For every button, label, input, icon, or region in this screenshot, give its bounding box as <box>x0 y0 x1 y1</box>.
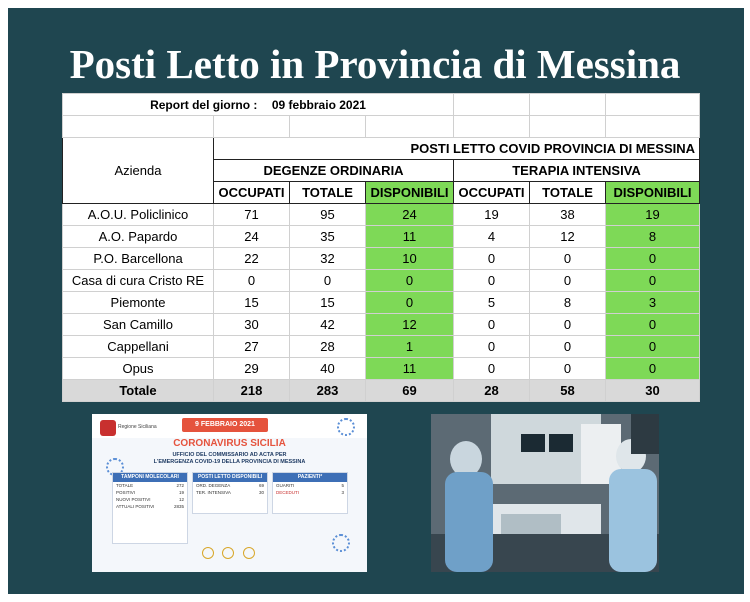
box-title: PAZIENTI* <box>273 473 347 482</box>
table-cell: 4 <box>454 226 530 248</box>
azienda-name: San Camillo <box>63 314 214 336</box>
bulletin-subtitle-line: UFFICIO DEL COMMISSARIO AD ACTA PER <box>172 452 287 458</box>
table-cell: 0 <box>454 270 530 292</box>
table-row <box>63 358 700 380</box>
table-cell: 35 <box>290 226 366 248</box>
column-header: OCCUPATI <box>214 182 290 204</box>
table-cell: 0 <box>606 358 700 380</box>
box-title: POSTI LETTO DISPONIBILI <box>193 473 267 482</box>
region-logo-icon <box>100 420 116 436</box>
report-label: Report del giorno : <box>150 98 258 112</box>
table-cell: 0 <box>454 336 530 358</box>
table-cell: 11 <box>366 358 454 380</box>
table-row <box>63 248 700 270</box>
mask-icons <box>202 546 255 564</box>
table-cell: 15 <box>214 292 290 314</box>
table-cell: 0 <box>454 358 530 380</box>
azienda-name: Piemonte <box>63 292 214 314</box>
table-cell: 0 <box>530 314 606 336</box>
table-cell: 0 <box>530 270 606 292</box>
group-header: POSTI LETTO COVID PROVINCIA DI MESSINA <box>214 138 700 160</box>
table-cell: 0 <box>606 336 700 358</box>
column-header: DISPONIBILI <box>366 182 454 204</box>
ordinaria-header: DEGENZE ORDINARIA <box>214 160 454 182</box>
table-cell: 11 <box>366 226 454 248</box>
table-cell: 30 <box>606 380 700 402</box>
table-cell: 29 <box>214 358 290 380</box>
table-cell: 19 <box>454 204 530 226</box>
table-cell: 3 <box>606 292 700 314</box>
table-cell: 24 <box>366 204 454 226</box>
virus-icon <box>332 534 350 552</box>
table-body <box>63 204 700 380</box>
table-cell: 8 <box>530 292 606 314</box>
table-cell: 0 <box>290 270 366 292</box>
azienda-name: Cappellani <box>63 336 214 358</box>
table-cell: 12 <box>366 314 454 336</box>
bulletin-subtitle <box>92 452 367 466</box>
table-cell: 12 <box>530 226 606 248</box>
column-header: OCCUPATI <box>454 182 530 204</box>
column-header: TOTALE <box>290 182 366 204</box>
table-row <box>63 336 700 358</box>
azienda-name: Opus <box>63 358 214 380</box>
table-cell: 15 <box>290 292 366 314</box>
table-row <box>63 270 700 292</box>
table-row <box>63 226 700 248</box>
table-row <box>63 204 700 226</box>
table-cell: 38 <box>530 204 606 226</box>
icu-photo <box>431 414 659 572</box>
table-cell: 0 <box>454 248 530 270</box>
virus-icon <box>337 418 355 436</box>
bulletin-title: CORONAVIRUS SICILIA <box>173 438 286 449</box>
icu-photo-illustration <box>431 414 659 572</box>
box-title: TAMPONI MOLECOLARI <box>113 473 187 482</box>
beds-table <box>62 93 700 402</box>
report-date-cell <box>63 94 454 116</box>
beds-report-sheet <box>62 93 699 398</box>
table-cell: 0 <box>530 358 606 380</box>
table-row <box>63 314 700 336</box>
intensiva-header: TERAPIA INTENSIVA <box>454 160 700 182</box>
table-cell: 28 <box>290 336 366 358</box>
table-cell: 22 <box>214 248 290 270</box>
table-cell: 30 <box>214 314 290 336</box>
table-cell: 218 <box>214 380 290 402</box>
total-label: Totale <box>63 380 214 402</box>
azienda-name: A.O. Papardo <box>63 226 214 248</box>
table-row <box>63 292 700 314</box>
table-cell: 10 <box>366 248 454 270</box>
bulletin-infographic <box>92 414 367 572</box>
tamponi-box: TAMPONI MOLECOLARI TOTALE 272 POSITIVI 19 NUOVI POSITIVI 12 ATTUALI POSITIVI 2835 <box>112 472 188 544</box>
table-cell: 27 <box>214 336 290 358</box>
pazienti-box: PAZIENTI* GUARITI 5 DECEDUTI 3 <box>272 472 348 514</box>
table-cell: 0 <box>606 270 700 292</box>
column-header: TOTALE <box>530 182 606 204</box>
table-cell: 69 <box>366 380 454 402</box>
table-cell: 42 <box>290 314 366 336</box>
table-cell: 1 <box>366 336 454 358</box>
bulletin-date: 9 FEBBRAIO 2021 <box>182 418 268 432</box>
bulletin-subtitle-line: L'EMERGENZA COVID-19 DELLA PROVINCIA DI MESSINA <box>153 459 306 465</box>
table-cell: 24 <box>214 226 290 248</box>
table-cell: 58 <box>530 380 606 402</box>
table-cell: 28 <box>454 380 530 402</box>
table-cell: 0 <box>606 314 700 336</box>
table-cell: 0 <box>366 292 454 314</box>
table-cell: 19 <box>606 204 700 226</box>
table-cell: 0 <box>530 336 606 358</box>
table-cell: 71 <box>214 204 290 226</box>
posti-letto-box: POSTI LETTO DISPONIBILI ORD. DEGENZA 69 TER. INTENSIVA 30 <box>192 472 268 514</box>
table-cell: 40 <box>290 358 366 380</box>
table-cell: 283 <box>290 380 366 402</box>
azienda-header: Azienda <box>63 138 214 204</box>
slide-title: Posti Letto in Provincia di Messina <box>69 41 681 87</box>
table-cell: 0 <box>366 270 454 292</box>
bulletin-region: Regione Siciliana <box>118 424 157 430</box>
report-date: 09 febbraio 2021 <box>271 98 366 112</box>
table-cell: 0 <box>530 248 606 270</box>
azienda-name: A.O.U. Policlinico <box>63 204 214 226</box>
azienda-name: P.O. Barcellona <box>63 248 214 270</box>
column-header: DISPONIBILI <box>606 182 700 204</box>
total-row <box>63 380 700 402</box>
table-cell: 95 <box>290 204 366 226</box>
table-cell: 0 <box>606 248 700 270</box>
table-cell: 0 <box>214 270 290 292</box>
table-cell: 0 <box>454 314 530 336</box>
table-cell: 8 <box>606 226 700 248</box>
azienda-name: Casa di cura Cristo RE <box>63 270 214 292</box>
table-cell: 32 <box>290 248 366 270</box>
table-cell: 5 <box>454 292 530 314</box>
